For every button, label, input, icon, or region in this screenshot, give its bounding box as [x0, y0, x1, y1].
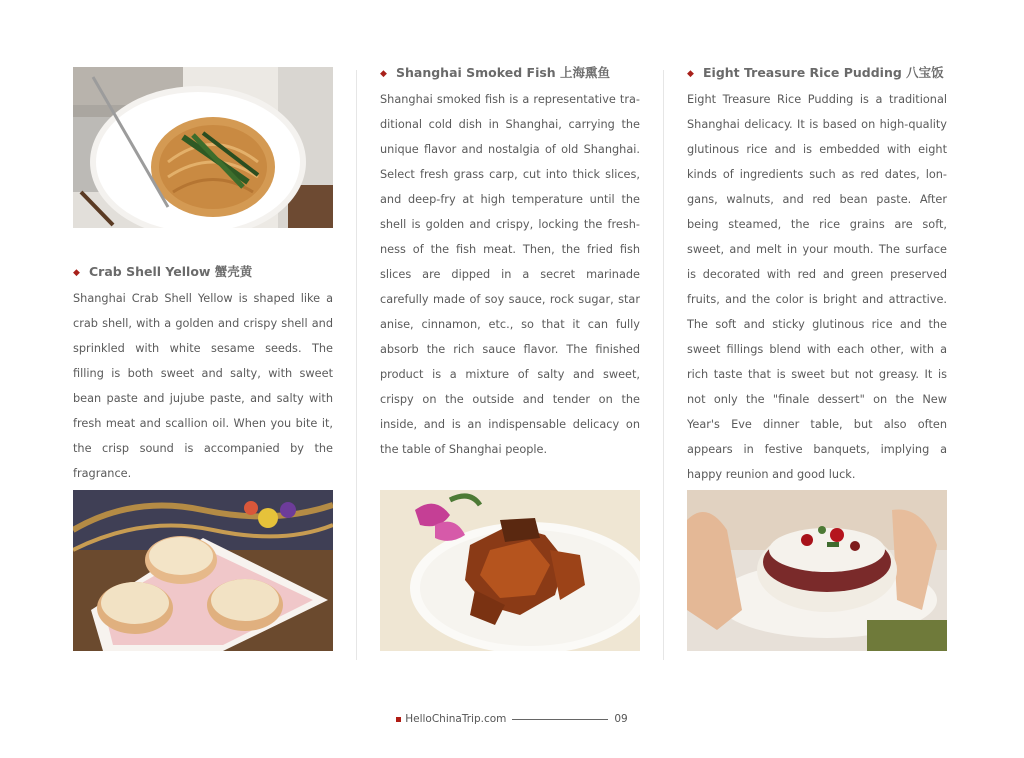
section-title: ◆ Shanghai Smoked Fish 上海熏鱼: [380, 62, 640, 85]
diamond-bullet-icon: ◆: [73, 268, 80, 278]
column-divider: [356, 70, 357, 660]
diamond-bullet-icon: ◆: [687, 69, 694, 79]
footer-rule: [512, 719, 608, 720]
smoked-fish-photo: [380, 490, 640, 651]
smoked-fish-section: [380, 62, 640, 462]
square-icon: [396, 717, 401, 722]
section-body: Eight Treasure Rice Pudding is a traditional Shanghai delicacy. It is based on high-quality glutinous rice and is embedded with eight kinds of ingredients such as red dates, longans, walnuts, and red bean paste. After being steamed, the rice grains are soft, sweet, and melt in your mouth. The surface is decorated with red and green preserved fruits, and the color is bright and attractive. The soft and sticky glutinous rice and the sweet fillings blend with each other, with a rich taste that is sweet but not greasy. It is not only the "finale dessert" on the New Year's Eve dinner table, but also often appears in festive banquets, implying a happy reunion and good luck.: [687, 93, 947, 481]
page-number: 09: [614, 713, 628, 725]
crab-shell-yellow-photo: [73, 490, 333, 651]
scallion-oil-noodles-photo: [73, 67, 333, 228]
section-title: ◆ Eight Treasure Rice Pudding 八宝饭: [687, 62, 947, 85]
eight-treasure-rice-section: [687, 62, 947, 487]
diamond-bullet-icon: ◆: [380, 69, 387, 79]
section-title: ◆ Crab Shell Yellow 蟹壳黄: [73, 261, 333, 284]
section-body: Shanghai Crab Shell Yellow is shaped like a crab shell, with a golden and crispy shell and sprinkled with white sesame seeds. The filling is both sweet and salty, with sweet bean paste and jujube paste, and salty with fresh meat and scallion oil. When you bite it, the crisp sound is accompanied by the fragrance.: [73, 292, 333, 480]
page-footer: [0, 710, 1024, 728]
footer-site: HelloChinaTrip.com: [405, 713, 507, 725]
column-divider: [663, 70, 664, 660]
section-body: Shanghai smoked fish is a representative traditional cold dish in Shanghai, carrying the unique flavor and nostalgia of old Shanghai. Select fresh grass carp, cut into thick slices, and deep-fry at high temperature until the shell is golden and crispy, locking the freshness of the fish meat. Then, the fried fish slices are dipped in a secret marinade carefully made of soy sauce, rock sugar, star anise, cinnamon, etc., so that it can fully absorb the rich sauce flavor. The finished product is a mixture of salty and sweet, crispy on the outside and tender on the inside, and is an indispensable delicacy on the table of Shanghai people.: [380, 93, 640, 456]
crab-shell-yellow-section: [73, 261, 333, 486]
eight-treasure-rice-photo: [687, 490, 947, 651]
